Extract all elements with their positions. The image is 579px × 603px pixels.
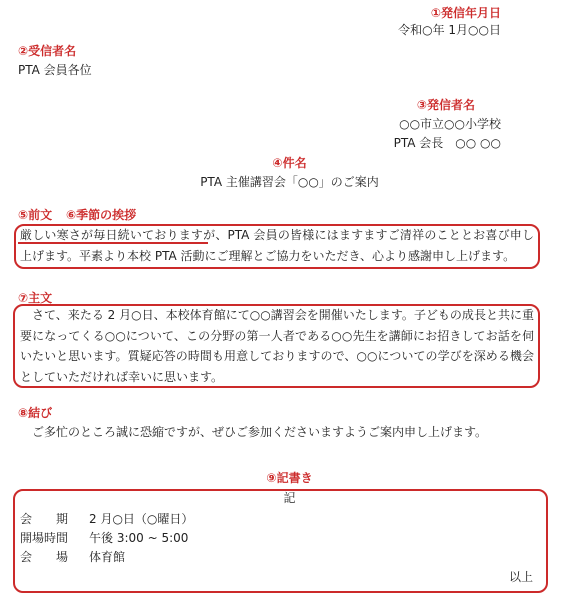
notes-row-value: 体育館 <box>89 550 126 564</box>
subject-text: PTA 主催講習会「○○」のご案内 <box>200 175 379 189</box>
recipient-text: PTA 会員各位 <box>18 63 92 77</box>
notes-heading: 記 <box>283 491 296 505</box>
main-text: さて、来たる 2 月○日、本校体育館にて○○講習会を開催いたします。子どもの成長と共に重要になってくる○○について、この分野の第一人者である○○先生を講師にお招きしてお話を伺いたいと思います。質疑応答の時間も用意しておりますので、○○についての学びを深める機会としていただければ幸いに思います。 <box>20 308 534 384</box>
preface-label-row <box>18 206 136 223</box>
preface-text: 厳しい寒さが毎日続いておりますが、PTA 会員の皆様にはますますご清祥のこととお喜び申し上げます。平素より本校 PTA 活動にご理解とご協力をいただき、心より感謝申し上げます。 <box>20 228 534 263</box>
label-sender: ③発信者名 <box>416 98 475 112</box>
label-closing: ⑧結び <box>18 406 53 420</box>
sender-school: ○○市立○○小学校 <box>399 117 501 131</box>
notes-row-label: 会 場 <box>20 550 69 564</box>
label-main: ⑦主文 <box>18 291 53 305</box>
notes-row-value: 2 月○日（○曜日） <box>89 512 194 526</box>
date-text: 令和○年 1月○○日 <box>398 23 501 37</box>
label-date: ①発信年月日 <box>430 6 501 20</box>
label-preface: ⑤前文 <box>18 208 53 222</box>
notes-row-value: 午後 3:00 ~ 5:00 <box>89 531 189 545</box>
label-subject: ④件名 <box>272 156 307 170</box>
label-notes: ⑨記書き <box>266 471 313 485</box>
closing-text: ご多忙のところ誠に恐縮ですが、ぜひご参加くださいますようご案内申し上げます。 <box>32 425 488 439</box>
label-recipient: ②受信者名 <box>18 44 77 58</box>
notes-row-label: 開場時間 <box>20 531 69 545</box>
notes-row-label: 会 期 <box>20 512 69 526</box>
sender-person: PTA 会長 ○○ ○○ <box>393 136 501 150</box>
label-season: ⑥季節の挨拶 <box>66 208 137 222</box>
notes-end: 以上 <box>508 570 533 584</box>
